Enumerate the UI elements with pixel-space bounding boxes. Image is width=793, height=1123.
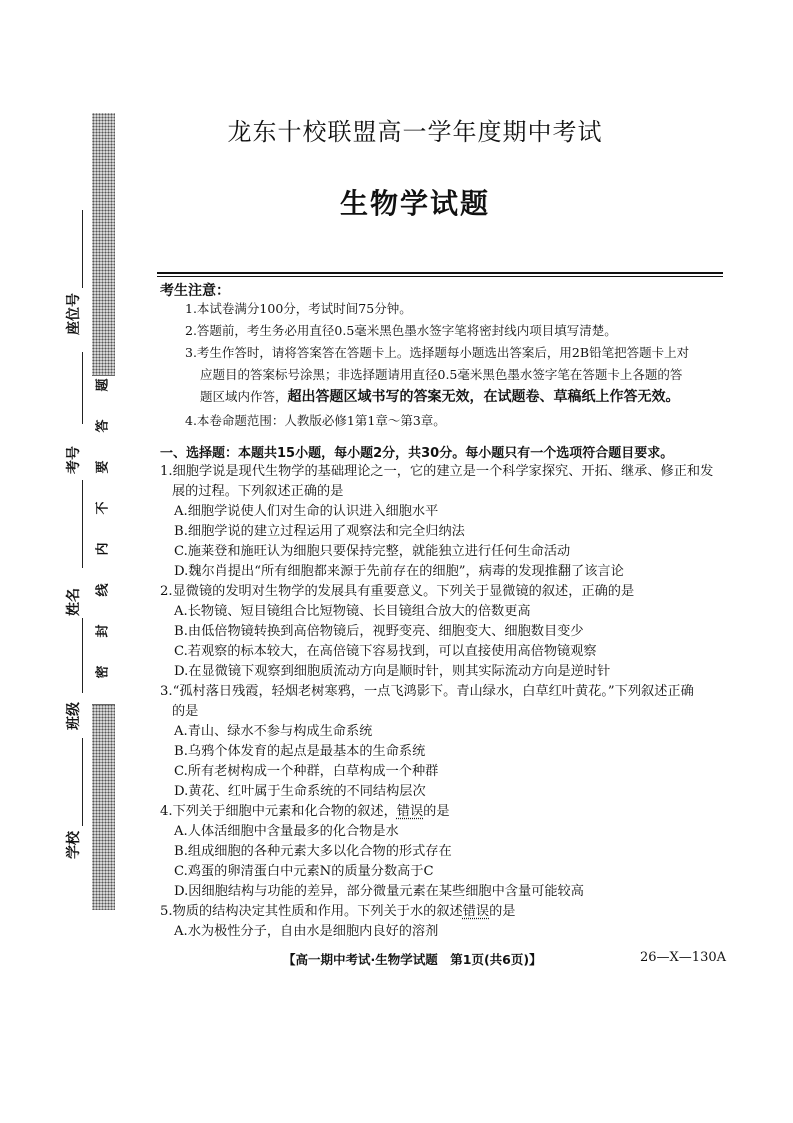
note-2: 2.答题前，考生务必用直径0.5毫米黑色墨水签字笔将密封线内项目填写清楚。: [185, 323, 617, 338]
option: C.所有老树构成一个种群，白草构成一个种群: [174, 764, 439, 779]
note-4: 4.本卷命题范围：人教版必修1第1章～第3章。: [185, 413, 446, 428]
class-label: 班级: [66, 702, 82, 730]
question-stem: [160, 902, 732, 922]
option: A.水为极性分子，自由水是细胞内良好的溶剂: [174, 924, 439, 939]
subject-title: 生物学试题: [339, 187, 490, 220]
school-line: [82, 738, 83, 826]
class-line: [82, 618, 83, 693]
option: A.长物镜、短目镜组合比短物镜、长目镜组合放大的倍数更高: [174, 604, 531, 619]
option: B.组成细胞的各种元素大多以化合物的形式存在: [174, 844, 452, 859]
question-stem: 3.“孤村落日残霞，轻烟老树寒鸦，一点飞鸿影下。青山绿水，白草红叶黄花。”下列叙述正确: [160, 684, 694, 699]
seal-char: 要: [95, 460, 111, 474]
option: C.若观察的标本较大，在高倍镜下容易找到，可以直接使用高倍物镜观察: [174, 644, 597, 659]
name-line: [82, 480, 83, 568]
option: C.施莱登和施旺认为细胞只要保持完整，就能独立进行任何生命活动: [174, 544, 571, 559]
note-3: 3.考生作答时，请将答案答在答题卡上。选择题每小题选出答案后，用2B铅笔把答题卡上对: [185, 345, 690, 360]
seat-line: [82, 210, 83, 288]
seal-char: 线: [95, 583, 111, 597]
exam-title: 龙东十校联盟高一学年度期中考试: [227, 118, 603, 146]
question-stem-cont: 的是: [172, 704, 199, 719]
option: D.黄花、红叶属于生命系统的不同结构层次: [174, 784, 426, 799]
exam-no-label: 考号: [66, 446, 82, 474]
question-stem: 1.细胞学说是现代生物学的基础理论之一，它的建立是一个科学家探究、开拓、继承、修正和发: [160, 464, 714, 479]
question-stem: 2.显微镜的发明对生物学的发展具有重要意义。下列关于显微镜的叙述，正确的是: [160, 584, 635, 599]
question-stem: [160, 802, 732, 822]
stem-emphasis: 错误: [396, 804, 424, 819]
seal-char: 答: [95, 419, 111, 433]
notes-heading: 考生注意：: [160, 283, 230, 299]
stem-emphasis: 错误: [462, 904, 490, 919]
option: A.人体活细胞中含量最多的化合物是水: [174, 824, 399, 839]
note-1: 1.本试卷满分100分，考试时间75分钟。: [185, 301, 412, 316]
note-3-tail: 题区域内作答，: [200, 389, 288, 404]
header-rule-thick: [157, 272, 723, 274]
option: D.魏尔肖提出“所有细胞都来源于先前存在的细胞”，病毒的发现推翻了该言论: [174, 564, 624, 579]
stem-text: 的是: [489, 904, 516, 919]
option: A.青山、绿水不参与构成生命系统: [174, 724, 373, 739]
seal-char: 封: [95, 624, 111, 638]
seal-char: 密: [95, 665, 111, 679]
seal-char: 题: [95, 378, 111, 392]
section-heading: 一、选择题：本题共15小题，每小题2分，共30分。每小题只有一个选项符合题目要求。: [160, 446, 674, 461]
note-3-cont2: [200, 386, 730, 408]
header-rule-thin: [157, 276, 723, 277]
page-footer: 【高一期中考试·生物学试题 第1页(共6页)】: [283, 952, 542, 967]
option: B.细胞学说的建立过程运用了观察法和完全归纳法: [174, 524, 465, 539]
stem-text: 的是: [423, 804, 450, 819]
school-label: 学校: [66, 831, 82, 859]
seal-char: 内: [95, 542, 111, 556]
option: C.鸡蛋的卵清蛋白中元素N的质量分数高于C: [174, 864, 434, 879]
option: D.在显微镜下观察到细胞质流动方向是顺时针，则其实际流动方向是逆时针: [174, 664, 611, 679]
seal-char: 不: [95, 501, 111, 515]
seat-label: 座位号: [66, 293, 82, 335]
question-stem-cont: 展的过程。下列叙述正确的是: [172, 484, 344, 499]
note-3-warning: 超出答题区域书写的答案无效，在试题卷、草稿纸上作答无效。: [287, 389, 680, 405]
exam-no-line: [82, 352, 83, 424]
option: A.细胞学说使人们对生命的认识进入细胞水平: [174, 504, 439, 519]
option: B.乌鸦个体发育的起点是最基本的生命系统: [174, 744, 426, 759]
stem-text: 4.下列关于细胞中元素和化合物的叙述，: [160, 804, 397, 819]
option: B.由低倍物镜转换到高倍物镜后，视野变亮、细胞变大、细胞数目变少: [174, 624, 584, 639]
stem-text: 5.物质的结构决定其性质和作用。下列关于水的叙述: [160, 904, 463, 919]
name-label: 姓名: [66, 588, 82, 616]
paper-code: 26—X—130A: [640, 950, 726, 965]
note-3-cont: 应题目的答案标号涂黑；非选择题请用直径0.5毫米黑色墨水签字笔在答题卡上各题的答: [200, 367, 683, 382]
option: D.因细胞结构与功能的差异，部分微量元素在某些细胞中含量可能较高: [174, 884, 584, 899]
